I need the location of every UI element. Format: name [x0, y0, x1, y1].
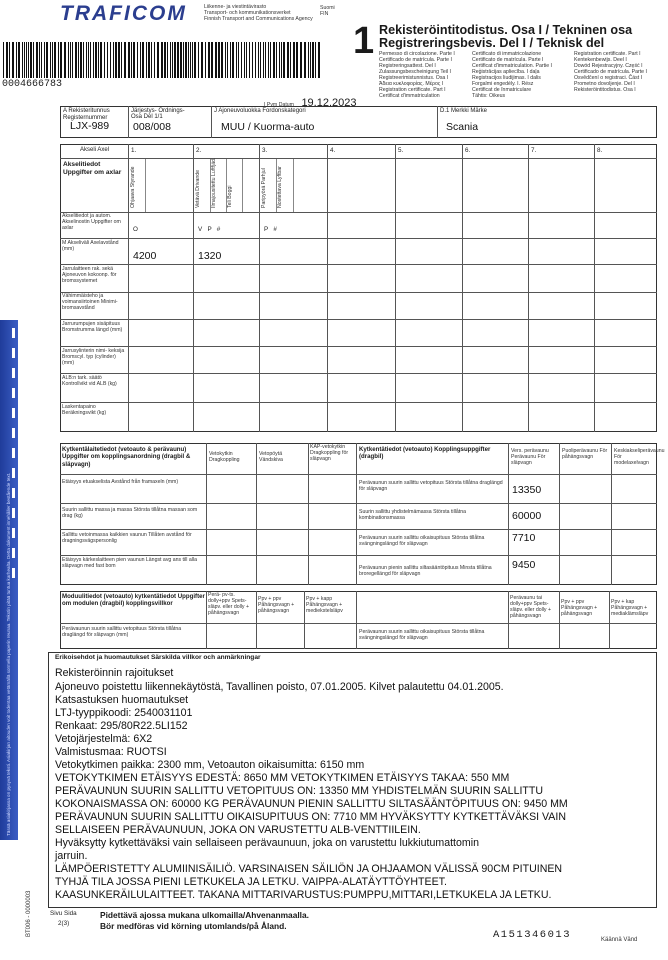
- strip-dash: [12, 428, 15, 438]
- barcode: [3, 42, 323, 78]
- strip-dash: [12, 468, 15, 478]
- barcode-bar: [54, 42, 56, 78]
- coupling-row-label: Perävaunun pienin sallittu siltasääntöpituus Minsta tillåtna broregellängd för släpvagn: [359, 565, 492, 577]
- barcode-bar: [270, 42, 271, 78]
- barcode-bar: [263, 42, 264, 78]
- axle-row-label: Laskentapaino Beräkningsvikt (kg): [62, 404, 107, 416]
- barcode-bar: [142, 42, 144, 78]
- barcode-bar: [312, 42, 314, 78]
- legal-text: Certificat d'immatriculation. Partie I: [472, 62, 552, 69]
- category-value: MUU / Kuorma-auto: [221, 121, 315, 133]
- strip-dash: [12, 568, 15, 578]
- barcode-bar: [121, 42, 122, 78]
- barcode-bar: [304, 42, 306, 78]
- module-right-col-label: Ppv + ppv Påhängsvagn + påhängsvagn: [561, 599, 598, 617]
- barcode-bar: [221, 42, 223, 78]
- coupling-row-label: Suurin sallittu massa ja massa Största tillåtna massan som drag (kg): [62, 507, 198, 519]
- remarks-line: LÄMPÖERISTETTY ALUMIINISÄILIÖ. VARSINAISEN SÄILIÖN JA OHJAAMON VÄLISSÄ 90CM PITUINEN: [55, 863, 563, 875]
- barcode-bar: [26, 42, 27, 78]
- strip-dash: [12, 328, 15, 338]
- coupling-col-label: KAP-vetokytkin Dragkoppling för släpvagn: [310, 444, 349, 462]
- legal-text: Reģistrācijas apliecība. I daļa: [472, 68, 540, 75]
- barcode-bar: [296, 42, 298, 78]
- barcode-bar: [265, 42, 266, 78]
- barcode-bar: [276, 42, 277, 78]
- strip-dash: [12, 348, 15, 358]
- flag-bogie: Teli Boggi: [227, 185, 233, 208]
- lang-code: FIN: [320, 10, 329, 17]
- barcode-bar: [273, 42, 275, 78]
- axle-row-label: Jarrulaitteen rak. sekä Ajoneuvon kokoonp. för bromssystemet: [62, 266, 117, 284]
- barcode-bar: [6, 42, 8, 78]
- legal-col-2: [472, 52, 572, 100]
- barcode-bar: [140, 42, 141, 78]
- barcode-bar: [78, 42, 79, 78]
- barcode-bar: [46, 42, 48, 78]
- barcode-bar: [41, 42, 42, 78]
- agency-line: Transport- och kommunikationsverket: [204, 9, 291, 16]
- barcode-bar: [310, 42, 311, 78]
- barcode-bar: [90, 42, 91, 78]
- barcode-bar: [164, 42, 166, 78]
- barcode-bar: [28, 42, 29, 78]
- legal-text: Permesso di circolazione. Parte I: [379, 51, 455, 57]
- legal-text: Zulassungsbescheinigung Teil I: [379, 68, 451, 75]
- barcode-bar: [137, 42, 138, 78]
- barcode-bar: [100, 42, 102, 78]
- barcode-bar: [107, 42, 108, 78]
- module-right-col-label: Ppv + kap Påhängsvagn + mediaklämsläpv: [611, 599, 649, 617]
- barcode-bar: [16, 42, 17, 78]
- agency-line: Finnish Transport and Communications Agency: [204, 15, 313, 22]
- page-label: Sivu Sida: [50, 910, 77, 917]
- barcode-bar: [300, 42, 302, 78]
- page-value: 2(3): [58, 920, 70, 927]
- barcode-bar: [252, 42, 253, 78]
- remarks-title: Erikoisehdot ja huomautukset Särskilda villkor och anmärkningar: [55, 654, 261, 661]
- coupling-row-label: Etäisyys etuakselista Avstånd från framaxeln (mm): [62, 479, 179, 485]
- legal-col-3: [574, 52, 666, 94]
- document-title: [379, 24, 668, 50]
- barcode-bar: [255, 42, 256, 78]
- barcode-bar: [68, 42, 69, 78]
- title-fi: Rekisteröintitodistus. Osa I / Tekninen osa: [379, 23, 633, 37]
- barcode-bar: [167, 42, 168, 78]
- legal-text: Certificat d'immatriculation: [379, 92, 440, 99]
- module-col-label: Perä- pv-ts. dolly+ppv Spets- släpv. eller dolly + påhängsvagn: [208, 592, 249, 616]
- category-label: J Ajoneuvoluokka Fordonskategori: [214, 108, 306, 114]
- barcode-bar: [244, 42, 245, 78]
- remarks-line: Ajoneuvo poistettu liikennekäytöstä, Tavallinen poisto, 07.01.2005. Kilvet palautettu 04.01.2005.: [55, 681, 504, 693]
- barcode-bar: [177, 42, 179, 78]
- remarks-line: TYHJÄ TILA JOSSA PIENI LETKUKELA JA LETKU. VAIPPA-ALATÄYTTÖYHTEET.: [55, 876, 447, 888]
- axle-header-label: Akseli Axel: [80, 147, 110, 153]
- remarks-line: Valmistusmaa: RUOTSI: [55, 746, 167, 758]
- agency-line: Liikenne- ja viestintävirasto: [204, 4, 267, 10]
- remarks-line: PERÄVAUNUN SUURIN SALLITTU VETOPITUUS ON: 13350 MM YHDISTELMÄN SUURIN SALLITTU: [55, 785, 544, 797]
- barcode-bar: [279, 42, 280, 78]
- coupling-right-col-label: Keskiakseliperävaunu För modelaxelvagn: [614, 448, 665, 466]
- barcode-bar: [185, 42, 187, 78]
- barcode-bar: [24, 42, 25, 78]
- legal-text: Kentekenbewijs. Deel I: [574, 56, 627, 63]
- max-towing-length: 13350: [512, 484, 542, 496]
- reg-number-label: A Rekisteritunnus Registernummer: [63, 108, 110, 121]
- barcode-bar: [225, 42, 226, 78]
- barcode-bar: [3, 42, 4, 78]
- barcode-bar: [172, 42, 173, 78]
- barcode-bar: [211, 42, 213, 78]
- flag-driving: Vetävä Drivande: [195, 169, 201, 208]
- flag-steering: Ohjaava Styrande: [130, 166, 136, 208]
- barcode-bar: [258, 42, 259, 78]
- carry-note-fi: Pidettävä ajossa mukana ulkomailla/Ahvenanmaalla.: [100, 910, 309, 920]
- section-number: 1: [353, 20, 375, 62]
- axle-section-title: Akselitiedot Uppgifter om axlar: [63, 161, 122, 176]
- order-number-value: 008/008: [133, 121, 171, 133]
- barcode-bar: [60, 42, 62, 78]
- coupling-row-label: Sallittu vetoinmassa kaikkien vaunun Tillåten avstånd för dragningsvägspersonlig: [62, 532, 192, 544]
- legal-text: Registration certificate. Part I: [379, 86, 446, 93]
- strip-dash: [12, 448, 15, 458]
- barcode-bar: [80, 42, 82, 78]
- barcode-bar: [124, 42, 126, 78]
- remarks-line: Vetokytkimen paikka: 2300 mm, Vetoauton oikaisumitta: 6150 mm: [55, 759, 365, 771]
- barcode-bar: [281, 42, 282, 78]
- barcode-bar: [208, 42, 210, 78]
- barcode-bar: [64, 42, 66, 78]
- flag-twin-wheel: Paripyörä Parhjul: [261, 168, 267, 208]
- strip-dash: [12, 548, 15, 558]
- barcode-bar: [290, 42, 291, 78]
- legal-text: Forgalmi engedély. I. Rész: [472, 80, 534, 87]
- coupling-right-title: Kytkentätiedot (vetoauto) Kopplingsuppgifter (dragbil): [359, 446, 491, 461]
- min-bridge-length: 9450: [512, 559, 536, 571]
- barcode-bar: [110, 42, 111, 78]
- legal-text: Certificat de înmatriculare: [472, 86, 532, 93]
- strip-dash: [12, 368, 15, 378]
- axle-row-value: V P #: [198, 226, 221, 233]
- barcode-bar: [161, 42, 163, 78]
- barcode-bar: [157, 42, 159, 78]
- barcode-bar: [44, 42, 45, 78]
- turn-over-note: Käännä Vänd: [601, 937, 638, 943]
- barcode-bar: [283, 42, 285, 78]
- module-right-col-label: Perävaunu tai dolly+ppv Spets- släpv. eller dolly + påhängsvagn: [510, 595, 551, 619]
- remarks-line: jarruin.: [55, 850, 88, 862]
- coupling-row-label: Suurin sallittu yhdistelmämassa Största tillåtna kombinationsmassa: [359, 509, 466, 521]
- barcode-bar: [260, 42, 261, 78]
- barcode-bar: [215, 42, 217, 78]
- max-reduction-length: 7710: [512, 532, 536, 544]
- barcode-bar: [236, 42, 237, 78]
- barcode-bar: [128, 42, 130, 78]
- coupling-row-label: Etäisyys kärkeslaitteen pien vaunun Längst avg ans till alla släpvagn med fast bom: [62, 557, 197, 569]
- barcode-bar: [308, 42, 309, 78]
- title-sv: Registreringsbevis. Del I / Teknisk del: [379, 36, 605, 50]
- remarks-line: SELLAISEEN PERÄVAUNUUN, JOKA ON VARUSTETTU ALB-VENTTIILEIN.: [55, 824, 421, 836]
- flag-air-suspension: Ilmajousitettu Luftfjäd.: [211, 157, 217, 208]
- legal-text: Certificado de matrícula. Parte I: [379, 56, 452, 63]
- barcode-bar: [95, 42, 97, 78]
- barcode-bar: [230, 42, 231, 78]
- remarks-line: Katsastuksen huomautukset: [55, 694, 189, 706]
- max-combination-mass: 60000: [512, 510, 542, 522]
- remarks-line: Vetojärjestelmä: 6X2: [55, 733, 153, 745]
- barcode-bar: [198, 42, 199, 78]
- carry-note-sv: Bör medföras vid körning utomlands/på Åland.: [100, 921, 287, 931]
- barcode-bar: [70, 42, 71, 78]
- make-value: Scania: [446, 121, 479, 133]
- flag-liftable: Nostettava Lyftbar: [277, 166, 283, 208]
- coupling-col-label: Vetokytkin Dragkoppling: [209, 451, 240, 463]
- axle-row-value: O: [133, 226, 138, 233]
- coupling-row-label: Perävaunun suurin sallittu oikaisupituus Största tillåtna svängningslängd för släpvagn: [359, 535, 485, 547]
- legal-text: Certificado de matrícula. Parte I: [574, 68, 647, 75]
- barcode-bar: [58, 42, 59, 78]
- axle-row-value: P #: [264, 226, 277, 233]
- module-col-label: Ppv + kapp Påhängsvagn + mediekstelsläpv: [306, 596, 343, 614]
- barcode-bar: [12, 42, 14, 78]
- barcode-bar: [146, 42, 147, 78]
- traficom-logo: TRAFICOM: [60, 2, 187, 25]
- barcode-bar: [104, 42, 105, 78]
- barcode-bar: [246, 42, 247, 78]
- barcode-bar: [218, 42, 220, 78]
- language-codes: [320, 6, 350, 18]
- module-title: Moduulitiedot (vetoauto) kytkentätiedot Uppgifter om modulen (dragbil) kopplingsvillkor: [62, 593, 205, 608]
- barcode-bar: [151, 42, 152, 78]
- barcode-bar: [268, 42, 269, 78]
- barcode-bar: [174, 42, 176, 78]
- barcode-bar: [133, 42, 135, 78]
- barcode-bar: [183, 42, 184, 78]
- order-number-label: Järjestys- Ordnings-: [131, 108, 185, 114]
- barcode-bar: [232, 42, 234, 78]
- coupling-left-title: Kytkentälaitetiedot (vetoauto & perävaunu) Uppgifter om kopplingsanordning (dragbil & släpvagn): [62, 446, 191, 468]
- remarks-line: Hyväksytty kytkettäväksi vain sellaiseen perävaunuun, joka on varustettu lukkiutumattomin: [55, 837, 479, 849]
- barcode-bar: [98, 42, 99, 78]
- strip-dash: [12, 388, 15, 398]
- wheelbase-value-1: 4200: [133, 250, 157, 262]
- strip-dash: [12, 488, 15, 498]
- barcode-bar: [227, 42, 228, 78]
- axle-number-7: 7.: [531, 147, 537, 154]
- strip-dash: [12, 508, 15, 518]
- legal-text: Registration certificate. Part I: [574, 51, 641, 57]
- axle-row-label: ALB:n tark. säätö Kontrollvikt vid ALB (kg): [62, 375, 117, 387]
- barcode-bar: [194, 42, 196, 78]
- barcode-bar: [287, 42, 289, 78]
- legal-text: Registreerimistunnistus. Osa I: [379, 74, 449, 81]
- lang-code: Suomi: [320, 5, 335, 11]
- barcode-bar: [33, 42, 34, 78]
- axle-number-4: 4.: [330, 147, 336, 154]
- barcode-bar: [30, 42, 32, 78]
- barcode-bar: [188, 42, 189, 78]
- barcode-bar: [113, 42, 114, 78]
- legal-text: Osvědčení o registraci. Část I: [574, 74, 643, 81]
- remarks-line: Renkaat: 295/80R22.5LI152: [55, 720, 188, 732]
- security-strip-text: Tässä asiakirjassa on pysyvä teksti. Asiakirjan aitouden voit todentaa vetämällä sormella paperin reunaa. Tekstin pitää tuntua karhealta. Detta dokument innehåller bestående text.: [6, 472, 11, 836]
- barcode-number: 0004666783: [2, 79, 63, 90]
- legal-text: Certificato di immatricolazione: [472, 51, 542, 57]
- module-col-label: Ppv + ppv Påhängsvagn + påhängsvagn: [258, 596, 295, 614]
- order-part-label: Osa Del 1/1: [131, 114, 163, 120]
- module-row-label: Perävaunun suurin sallittu oikaisupituus Största tillåtna svängningslängd för släpvagn: [359, 629, 485, 641]
- make-label: D.1 Merkki Märke: [440, 108, 488, 114]
- barcode-bar: [201, 42, 203, 78]
- axle-row-label: Jarrusylinterin nimi- keksija Bromscyl. typ (cylinder) (mm): [62, 348, 125, 366]
- remarks-line: LTJ-tyyppikoodi: 2540031101: [55, 707, 193, 719]
- barcode-bar: [50, 42, 51, 78]
- axle-number-8: 8.: [597, 147, 603, 154]
- barcode-bar: [170, 42, 171, 78]
- barcode-bar: [39, 42, 40, 78]
- axle-number-5: 5.: [398, 147, 404, 154]
- legal-text: Άδεια κυκλοφορίας. Μέρος I: [379, 80, 444, 87]
- barcode-bar: [315, 42, 316, 78]
- barcode-bar: [115, 42, 117, 78]
- legal-text: Tähtis: Oikeus: [472, 92, 506, 99]
- remarks-line: KOKONAISMASSA ON: 60000 KG PERÄVAUNUN PIENIN SALLITTU SILTASÄÄNTÖPITUUS ON: 9450 MM: [55, 798, 568, 810]
- form-code: BT006 - 0000003: [26, 890, 32, 937]
- barcode-bar: [36, 42, 38, 78]
- barcode-bar: [148, 42, 150, 78]
- coupling-col-label: Vetopöytä Vändskiva: [259, 451, 283, 463]
- barcode-bar: [52, 42, 53, 78]
- axle-row-label: Akselitiedot ja autom. Akselinostin Uppgifter om axlar: [62, 213, 121, 231]
- barcode-bar: [180, 42, 182, 78]
- barcode-bar: [9, 42, 10, 78]
- barcode-bar: [190, 42, 191, 78]
- barcode-bar: [205, 42, 206, 78]
- barcode-bar: [18, 42, 20, 78]
- remarks-line: VETOKYTKIMEN ETÄISYYS EDESTÄ: 8650 MM VETOKYTKIMEN ETÄISYYS TAKAA: 550 MM: [55, 772, 510, 784]
- agency-names: [204, 5, 324, 23]
- barcode-bar: [249, 42, 250, 78]
- legal-text: Prometno dovoljenje. Del I: [574, 80, 635, 87]
- strip-dash: [12, 528, 15, 538]
- remarks-line: PERÄVAUNUN SUURIN SALLITTU OIKAISUPITUUS ON: 7710 MM HYVÄKSYTTY KYTKETTÄVÄKSI VAIN: [55, 811, 566, 823]
- barcode-bar: [131, 42, 132, 78]
- module-row-label: Perävaunun suurin sallittu vetopituus Största tillåtna draglängd för släpvagn (mm): [62, 626, 182, 638]
- barcode-bar: [238, 42, 239, 78]
- remarks-line: KAASUNKERÄILULAITTEET. TAKANA MITTARIVARUSTUS:PUMPPU,MITTARI,LETKUKELA JA LETKU.: [55, 889, 552, 901]
- axle-row-label: Vähimmäisteho ja voimansiirtoinen Minimi-bromsavstånd: [62, 293, 118, 311]
- wheelbase-value-2: 1320: [198, 250, 222, 262]
- legal-text: Registreringsattest. Del I: [379, 62, 436, 69]
- barcode-bar: [118, 42, 120, 78]
- legal-text: Certificato de matrícula. Parte I: [472, 56, 544, 63]
- issue-date-label: I Pvm Datum: [264, 102, 294, 108]
- reg-number-value: LJX-989: [70, 120, 110, 132]
- barcode-bar: [241, 42, 242, 78]
- issue-date-value: 19.12.2023: [301, 97, 357, 109]
- barcode-bar: [72, 42, 73, 78]
- coupling-row-label: Perävaunun suurin sallittu vetopituus Största tillåtna draglängd för släpvagn: [359, 480, 503, 492]
- barcode-bar: [293, 42, 295, 78]
- axle-table: [60, 144, 657, 432]
- legal-text: Dowód Rejestracyjny. Część I: [574, 62, 643, 69]
- barcode-bar: [192, 42, 193, 78]
- barcode-bar: [75, 42, 77, 78]
- strip-dash: [12, 408, 15, 418]
- axle-number-1: 1.: [131, 147, 137, 154]
- barcode-bar: [22, 42, 23, 78]
- barcode-bar: [318, 42, 320, 78]
- legal-col-1: [379, 52, 469, 100]
- serial-number: A151346013: [493, 929, 572, 941]
- coupling-right-col-label: Puoliperävaunu För påhängsvagn: [562, 448, 608, 460]
- barcode-bar: [83, 42, 84, 78]
- axle-row-label: Jarrurumpujen sisäpituus Bromstrumma längd (mm): [62, 321, 123, 333]
- axle-number-2: 2.: [196, 147, 202, 154]
- barcode-bar: [93, 42, 94, 78]
- legal-text: Rekisteröintitodistus. Osa I: [574, 86, 636, 93]
- barcode-bar: [86, 42, 87, 78]
- axle-number-6: 6.: [465, 147, 471, 154]
- axle-row-label: M Akseliväli Axelavstånd (mm): [62, 240, 119, 252]
- axle-number-3: 3.: [262, 147, 268, 154]
- legal-text: Registracijos liudijimas. I dalis: [472, 74, 541, 81]
- coupling-right-col-label: Vers. perävaunu Perävaunu För släpvagn: [511, 448, 549, 466]
- barcode-bar: [88, 42, 89, 78]
- barcode-bar: [154, 42, 155, 78]
- remarks-line: Rekisteröinnin rajoitukset: [55, 667, 174, 679]
